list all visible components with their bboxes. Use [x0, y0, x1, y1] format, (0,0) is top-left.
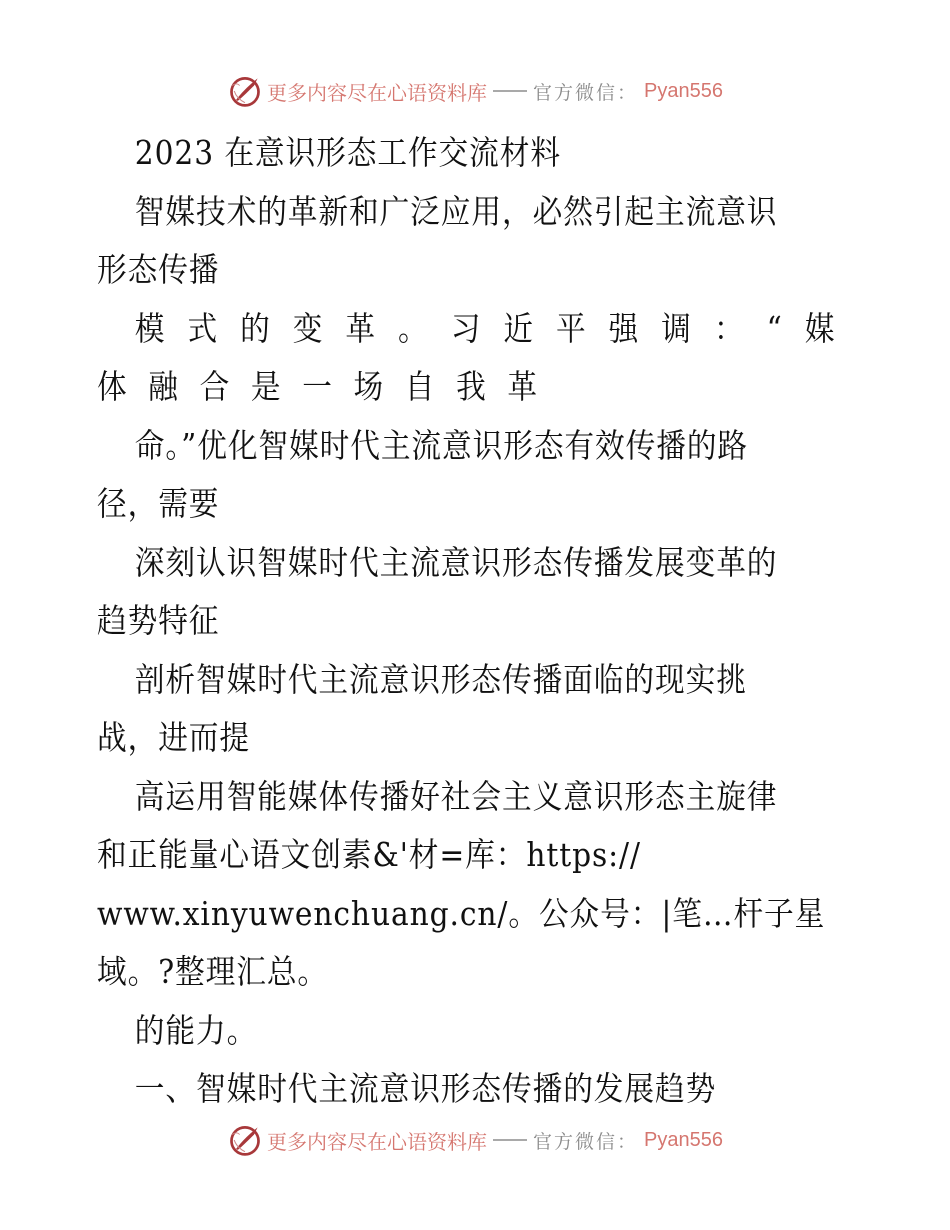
document-body	[97, 124, 857, 1119]
paragraph-line: 智媒技术的革新和广泛应用，必然引起主流意识	[134, 191, 778, 231]
watermark-wechat-id: Pyan556	[644, 1128, 723, 1151]
paragraph-line: 域。?整理汇总。	[97, 952, 329, 991]
watermark-brand-text: 更多内容尽在心语资料库	[267, 80, 487, 105]
watermark-separator	[493, 90, 527, 92]
watermark-separator	[493, 1139, 527, 1141]
watermark-brand-text: 更多内容尽在心语资料库	[267, 1129, 487, 1154]
paragraph-line: 趋势特征	[97, 601, 220, 640]
paragraph-line: 的能力。	[134, 1010, 258, 1050]
footer-watermark	[0, 1120, 950, 1160]
paragraph-line: 战，进而提	[97, 718, 250, 757]
paragraph-line-url: www.xinyuwenchuang.cn/。公众号：|笔…杆子星	[97, 893, 826, 933]
paragraph-line: 径，需要	[97, 484, 220, 523]
section-heading: 一、智媒时代主流意识形态传播的发展趋势	[134, 1069, 717, 1108]
quill-pen-logo-icon	[227, 1122, 263, 1158]
paragraph-line: 形态传播	[97, 250, 220, 289]
watermark-label: 官方微信：	[533, 1130, 639, 1153]
paragraph-line: 高运用智能媒体传播好社会主义意识形态主旋律	[134, 776, 778, 816]
paragraph-line: 体融合是一场自我革	[97, 367, 559, 406]
document-title: 2023 在意识形态工作交流材料	[134, 133, 561, 172]
watermark-label: 官方微信：	[533, 81, 639, 104]
paragraph-line: 命。”优化智媒时代主流意识形态有效传播的路	[134, 425, 749, 465]
paragraph-line: 剖析智媒时代主流意识形态传播面临的现实挑	[134, 659, 747, 699]
watermark-wechat-id: Pyan556	[644, 79, 723, 102]
paragraph-line: 模式的变革。习近平强调：“媒	[134, 308, 858, 348]
header-watermark	[0, 71, 950, 111]
quill-pen-logo-icon	[227, 73, 263, 109]
paragraph-line: 和正能量心语文创素&'材=库：https://	[97, 835, 641, 874]
paragraph-line: 深刻认识智媒时代主流意识形态传播发展变革的	[134, 542, 778, 582]
